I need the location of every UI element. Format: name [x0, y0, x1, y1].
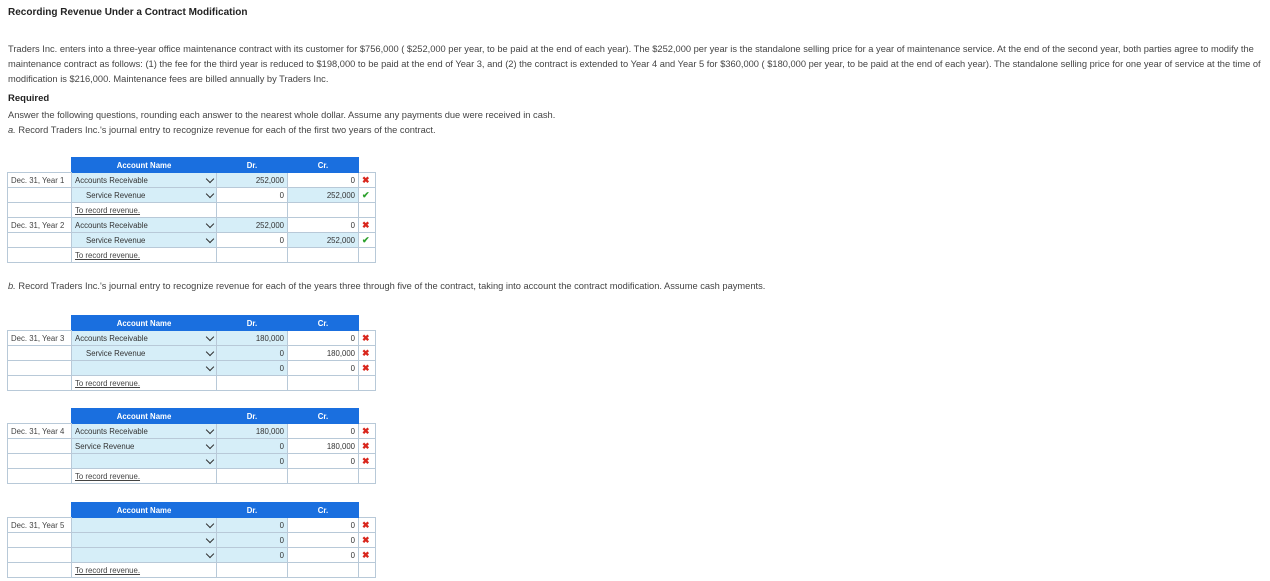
account-select[interactable]: [72, 439, 217, 454]
journal-table-a: [7, 157, 376, 263]
debit-input[interactable]: 0: [217, 548, 288, 563]
credit-header: Cr.: [288, 503, 359, 518]
table-row: [8, 331, 376, 346]
credit-input[interactable]: 0: [288, 424, 359, 439]
incorrect-icon: ✖: [359, 439, 376, 454]
debit-input[interactable]: 180,000: [217, 424, 288, 439]
memo-row: [8, 376, 376, 391]
account-value: Accounts Receivable: [75, 333, 148, 343]
table-header: [8, 158, 376, 173]
credit-input[interactable]: 0: [288, 331, 359, 346]
chevron-down-icon: [206, 535, 214, 543]
credit-input[interactable]: 0: [288, 533, 359, 548]
memo-row: [8, 248, 376, 263]
table-row: [8, 173, 376, 188]
account-select[interactable]: [72, 346, 217, 361]
required-heading: Required: [8, 93, 50, 104]
instructions: [8, 108, 555, 138]
entry-date: Dec. 31, Year 4: [8, 424, 72, 439]
memo-row: [8, 563, 376, 578]
entry-date: Dec. 31, Year 3: [8, 331, 72, 346]
credit-input[interactable]: 0: [288, 361, 359, 376]
table-row: [8, 533, 376, 548]
account-select[interactable]: [72, 533, 217, 548]
chevron-down-icon: [206, 348, 214, 356]
account-select[interactable]: [72, 518, 217, 533]
debit-header: Dr.: [217, 158, 288, 173]
chevron-down-icon: [206, 426, 214, 434]
credit-header: Cr.: [288, 409, 359, 424]
table-row: [8, 188, 376, 203]
chevron-down-icon: [206, 175, 214, 183]
chevron-down-icon: [206, 333, 214, 341]
account-value: Accounts Receivable: [75, 220, 148, 230]
problem-description: Traders Inc. enters into a three-year office maintenance contract with its customer for $756,000 ( $252,000 per year, to be paid at the end of each year). The $252,000 per year is the standalone selling price for a year of maintenance service. At the end of the second year, both parties agree to modify the maintenance contract as follows: (1) the fee for the third year is reduced to $198,000 to be paid at the end of Year 3, and (2) the contract is extended to Year 4 and Year 5 for $360,000 ( $180,000 per year, to be paid at the end of each year). The standalone selling price for one year of service at the time of modification is $216,000. Maintenance fees are billed annually by Traders Inc.: [8, 44, 1261, 84]
debit-header: Dr.: [217, 409, 288, 424]
account-select[interactable]: [72, 218, 217, 233]
account-select[interactable]: [72, 233, 217, 248]
incorrect-icon: ✖: [359, 424, 376, 439]
credit-input[interactable]: 252,000: [288, 233, 359, 248]
debit-input[interactable]: 0: [217, 439, 288, 454]
incorrect-icon: ✖: [359, 454, 376, 469]
journal-table-year-5: [7, 502, 376, 578]
entry-date: Dec. 31, Year 1: [8, 173, 72, 188]
part-a-prefix: a.: [8, 125, 16, 135]
memo-text: To record revenue.: [72, 563, 217, 578]
memo-row: [8, 469, 376, 484]
part-b-prompt: [8, 281, 765, 291]
account-value: Service Revenue: [86, 348, 146, 358]
account-name-header: Account Name: [72, 316, 217, 331]
memo-row: [8, 203, 376, 218]
part-b-prefix: b.: [8, 281, 16, 291]
incorrect-icon: ✖: [359, 533, 376, 548]
account-select[interactable]: [72, 361, 217, 376]
entry-date: Dec. 31, Year 5: [8, 518, 72, 533]
table-row: [8, 454, 376, 469]
credit-header: Cr.: [288, 158, 359, 173]
memo-text: To record revenue.: [72, 248, 217, 263]
table-row: [8, 233, 376, 248]
debit-header: Dr.: [217, 316, 288, 331]
journal-table-year-3: [7, 315, 376, 391]
account-select[interactable]: [72, 454, 217, 469]
entry-date: [8, 346, 72, 361]
debit-input[interactable]: 252,000: [217, 173, 288, 188]
debit-input[interactable]: 0: [217, 188, 288, 203]
chevron-down-icon: [206, 190, 214, 198]
debit-input[interactable]: 252,000: [217, 218, 288, 233]
table-row: [8, 424, 376, 439]
table-header: [8, 503, 376, 518]
table-row: [8, 518, 376, 533]
credit-input[interactable]: 0: [288, 454, 359, 469]
account-select[interactable]: [72, 173, 217, 188]
table-row: [8, 218, 376, 233]
account-name-header: Account Name: [72, 158, 217, 173]
credit-input[interactable]: 180,000: [288, 439, 359, 454]
credit-input[interactable]: 0: [288, 548, 359, 563]
account-select[interactable]: [72, 188, 217, 203]
part-a-prompt: [8, 123, 555, 138]
credit-input[interactable]: 0: [288, 218, 359, 233]
table-row: [8, 346, 376, 361]
debit-header: Dr.: [217, 503, 288, 518]
incorrect-icon: ✖: [359, 548, 376, 563]
incorrect-icon: ✖: [359, 331, 376, 346]
table-row: [8, 439, 376, 454]
incorrect-icon: ✖: [359, 361, 376, 376]
journal-table-year-4: [7, 408, 376, 484]
incorrect-icon: ✖: [359, 218, 376, 233]
chevron-down-icon: [206, 441, 214, 449]
memo-text: To record revenue.: [72, 203, 217, 218]
incorrect-icon: ✖: [359, 173, 376, 188]
debit-input[interactable]: 0: [217, 533, 288, 548]
entry-date: [8, 361, 72, 376]
debit-input[interactable]: 180,000: [217, 331, 288, 346]
incorrect-icon: ✖: [359, 346, 376, 361]
chevron-down-icon: [206, 235, 214, 243]
credit-header: Cr.: [288, 316, 359, 331]
credit-input[interactable]: 252,000: [288, 188, 359, 203]
account-value: Accounts Receivable: [75, 175, 148, 185]
account-value: Service Revenue: [86, 235, 146, 245]
table-header: [8, 409, 376, 424]
part-b-text: Record Traders Inc.'s journal entry to recognize revenue for each of the years three through five of the contract, taking into account the contract modification. Assume cash payments.: [15, 281, 766, 291]
entry-date: [8, 439, 72, 454]
chevron-down-icon: [206, 550, 214, 558]
debit-input[interactable]: 0: [217, 361, 288, 376]
debit-input[interactable]: 0: [217, 454, 288, 469]
debit-input[interactable]: 0: [217, 346, 288, 361]
entry-date: [8, 233, 72, 248]
entry-date: [8, 533, 72, 548]
account-select[interactable]: [72, 424, 217, 439]
chevron-down-icon: [206, 456, 214, 464]
chevron-down-icon: [206, 363, 214, 371]
incorrect-icon: ✖: [359, 518, 376, 533]
memo-text: To record revenue.: [72, 469, 217, 484]
instructions-text: Answer the following questions, rounding each answer to the nearest whole dollar. Assume any payments due were received in cash.: [8, 110, 556, 120]
debit-input[interactable]: 0: [217, 233, 288, 248]
part-a-text: Record Traders Inc.'s journal entry to recognize revenue for each of the first two years of the contract.: [15, 125, 436, 135]
credit-input[interactable]: 0: [288, 173, 359, 188]
entry-date: [8, 454, 72, 469]
chevron-down-icon: [206, 520, 214, 528]
correct-icon: ✔: [359, 233, 376, 248]
account-select[interactable]: [72, 331, 217, 346]
entry-date: [8, 548, 72, 563]
credit-input[interactable]: 0: [288, 518, 359, 533]
entry-date: Dec. 31, Year 2: [8, 218, 72, 233]
credit-input[interactable]: 180,000: [288, 346, 359, 361]
debit-input[interactable]: 0: [217, 518, 288, 533]
chevron-down-icon: [206, 220, 214, 228]
account-value: Service Revenue: [86, 190, 146, 200]
account-name-header: Account Name: [72, 409, 217, 424]
account-name-header: Account Name: [72, 503, 217, 518]
page-title: Recording Revenue Under a Contract Modification: [8, 7, 248, 18]
account-value: Service Revenue: [75, 441, 135, 451]
table-row: [8, 548, 376, 563]
account-select[interactable]: [72, 548, 217, 563]
table-row: [8, 361, 376, 376]
account-value: Accounts Receivable: [75, 426, 148, 436]
memo-text: To record revenue.: [72, 376, 217, 391]
correct-icon: ✔: [359, 188, 376, 203]
table-header: [8, 316, 376, 331]
entry-date: [8, 188, 72, 203]
